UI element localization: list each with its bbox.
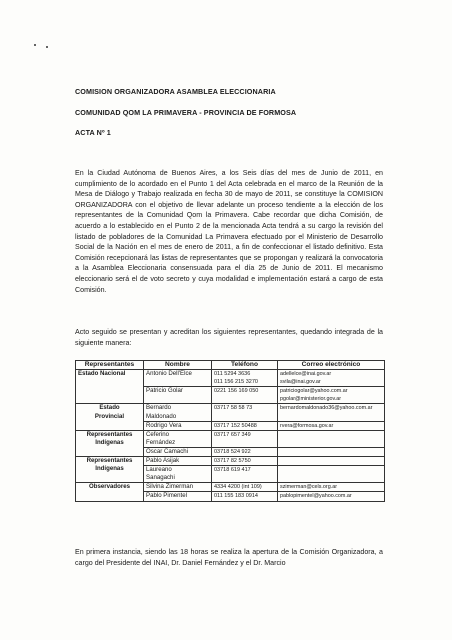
table-body [76,370,385,501]
category-cell: Representantes Indígenas [76,430,144,456]
opening-paragraph: En la Ciudad Autónoma de Buenos Aires, a los Seis días del mes de Junio de 2011, en cumplimiento de lo acordado en el Punto 1 del Acta celebrada en el marco de la Reunión de la Mesa de Diálogo y Trabajo realizada en fecha 30 de mayo de 2011, se constituye la COMISION ORGANIZADORA con el objetivo de llevar adelante un proceso tendiente a la elección de los representantes de la Comunidad Qom la Primavera. Cabe recordar que dicha Comisión, de acuerdo a lo establecido en el Punto 2 de la mencionada Acta tendrá a su cargo la revisión del listado de pobladores de la Comunidad La Primavera efectuado por el Ministerio de Desarrollo Social de la Nación en el mes de enero de 2011, a fin de confeccionar el listado definitivo. Esta Comisión recepcionará las listas de representantes que se propongan y realizará la convocatoria a la Asamblea Eleccionaria consensuada para el día 25 de Junio de 2011. El mecanismo eleccionario será el de voto secreto y cuya modalidad e implementación estará a cargo de esta Comisión. [75,169,383,294]
category-cell: Representantes Indígenas [76,457,144,483]
table-row [76,370,385,387]
header-cell: Representantes [76,361,144,370]
phone-cell: 011 5294 3636 011 156 215 3270 [212,370,278,387]
closing-paragraph: En primera instancia, siendo las 18 horas se realiza la apertura de la Comisión Organizadora, a cargo del Presidente del INAI, Dr. Daniel Fernández y el Dr. Marcio [75,548,383,567]
email-cell: rvera@formosa.gov.ar [278,421,385,430]
name-cell: Ceferino Fernández [144,430,212,447]
email-cell: bernardomaldonado36@yahoo.com.ar [278,404,385,421]
name-cell: Bernardo Maldonado [144,404,212,421]
phone-cell: 0221 156 169 050 [212,387,278,404]
table-header-row [76,361,385,370]
category-cell: Estado Nacional [76,370,144,404]
table-row [76,430,385,447]
name-cell: Patricio Golar [144,387,212,404]
phone-cell: 03717 58 58 73 [212,404,278,421]
name-cell: Pablo Asijak [144,457,212,466]
phone-cell: 011 155 183 0914 [212,492,278,501]
header-cell: Nombre [144,361,212,370]
email-cell [278,447,385,456]
act-number: ACTA Nº 1 [75,128,111,137]
name-cell: Laureano Sanagachi [144,466,212,483]
commission-title: COMISION ORGANIZADORA ASAMBLEA ELECCIONARIA [75,87,276,96]
email-cell: patriciogolar@yahoo.com.ar pgolar@ministerior.gov.ar [278,387,385,404]
category-cell: Estado Provincial [76,404,144,430]
table-row [76,483,385,492]
category-cell: Observadores [76,483,144,501]
header-cell: Teléfono [212,361,278,370]
email-cell [278,466,385,483]
community-title: COMUNIDAD QOM LA PRIMAVERA - PROVINCIA DE FORMOSA [75,108,297,117]
table-row [76,457,385,466]
name-cell: Silvina Zimerman [144,483,212,492]
representatives-intro: Acto seguido se presentan y acreditan los siguientes representantes, quedando integrada de la siguiente manera: [75,328,383,347]
phone-cell: 03717 82 5750 [212,457,278,466]
name-cell: Rodrigo Vera [144,421,212,430]
email-cell: adellelce@inai.gov.ar svila@inai.gov.ar [278,370,385,387]
name-cell: Pablo Pimentel [144,492,212,501]
scan-speck [34,44,36,46]
phone-cell: 4334 4200 (int 109) [212,483,278,492]
phone-cell: 03717 152 50488 [212,421,278,430]
phone-cell: 03718 524 922 [212,447,278,456]
representatives-table [75,360,385,502]
name-cell: Oscar Camachi [144,447,212,456]
email-cell: pablopimentel@yahoo.com.ar [278,492,385,501]
email-cell [278,430,385,447]
table-row [76,404,385,421]
phone-cell: 03718 619 417 [212,466,278,483]
email-cell: szimerman@cels.org.ar [278,483,385,492]
phone-cell: 03717 657 349 [212,430,278,447]
name-cell: Antonio Dell'Elce [144,370,212,387]
header-cell: Correo electrónico [278,361,385,370]
email-cell [278,457,385,466]
scan-speck [46,46,48,48]
